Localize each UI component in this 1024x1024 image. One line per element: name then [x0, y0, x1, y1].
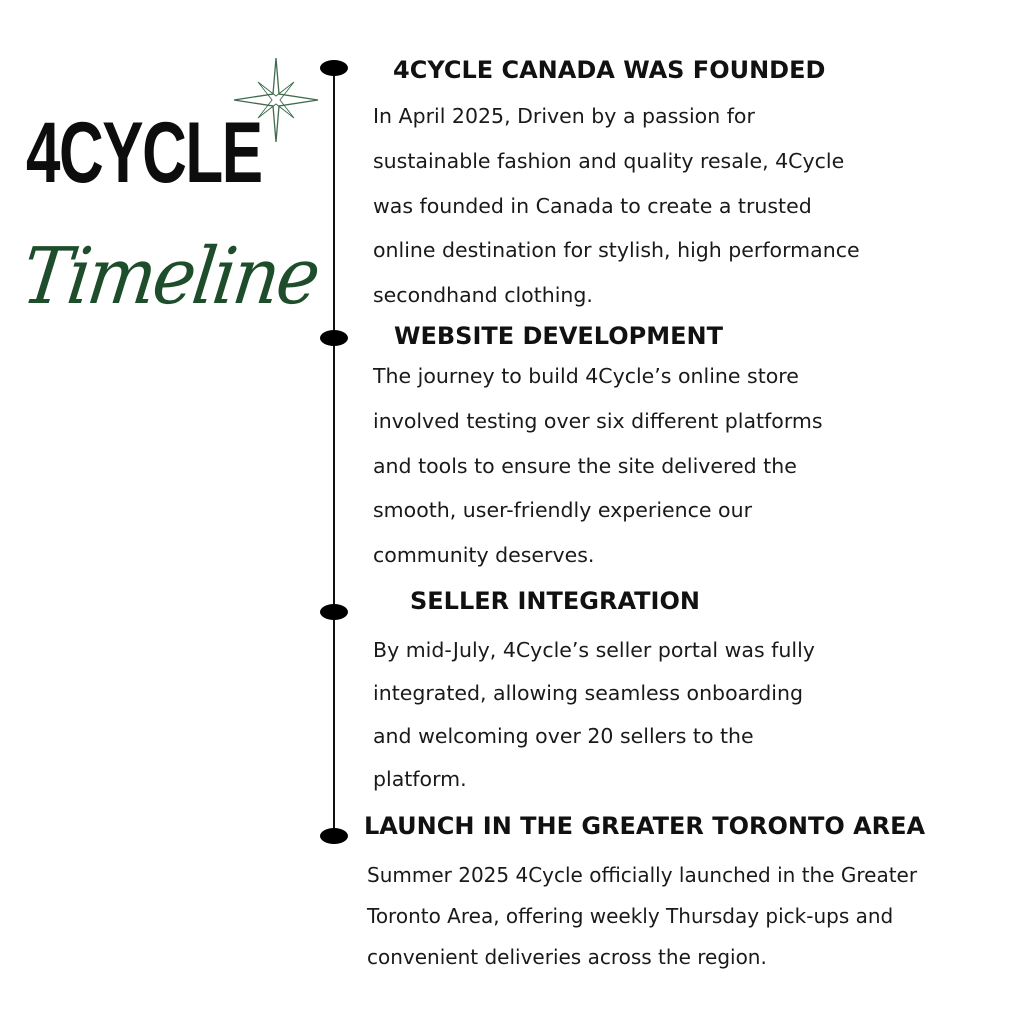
- entry-body-website-development: The journey to build 4Cycle’s online store involved testing over six different platforms and tools to ensure the site delivered the smooth, user-friendly experience our community deserves.: [373, 364, 823, 568]
- timeline-line: [333, 64, 335, 836]
- entry-body-launch-gta: Summer 2025 4Cycle officially launched in the Greater Toronto Area, offering weekly Thursday pick-ups and convenient deliveries across the region.: [367, 863, 918, 969]
- entry-title-website-development: WEBSITE DEVELOPMENT: [394, 322, 723, 350]
- timeline-dot: [320, 330, 348, 346]
- entry-body-seller-integration: By mid-July, 4Cycle’s seller portal was fully integrated, allowing seamless onboarding and welcoming over 20 sellers to the platform.: [373, 638, 815, 791]
- timeline-dot: [320, 828, 348, 844]
- timeline-script-title: Timeline: [17, 232, 323, 322]
- entry-title-seller-integration: SELLER INTEGRATION: [410, 587, 700, 615]
- sparkle-star-icon: [232, 56, 320, 144]
- timeline-dot: [320, 60, 348, 76]
- entry-title-founded: 4CYCLE CANADA WAS FOUNDED: [393, 56, 826, 84]
- brand-logo: 4CYCLE: [26, 105, 262, 201]
- timeline-dot: [320, 604, 348, 620]
- entry-title-launch-gta: LAUNCH IN THE GREATER TORONTO AREA: [364, 812, 926, 840]
- entry-body-founded: In April 2025, Driven by a passion for sustainable fashion and quality resale, 4Cycle was founded in Canada to create a trusted online destination for stylish, high performance secondhand clothing.: [373, 104, 860, 308]
